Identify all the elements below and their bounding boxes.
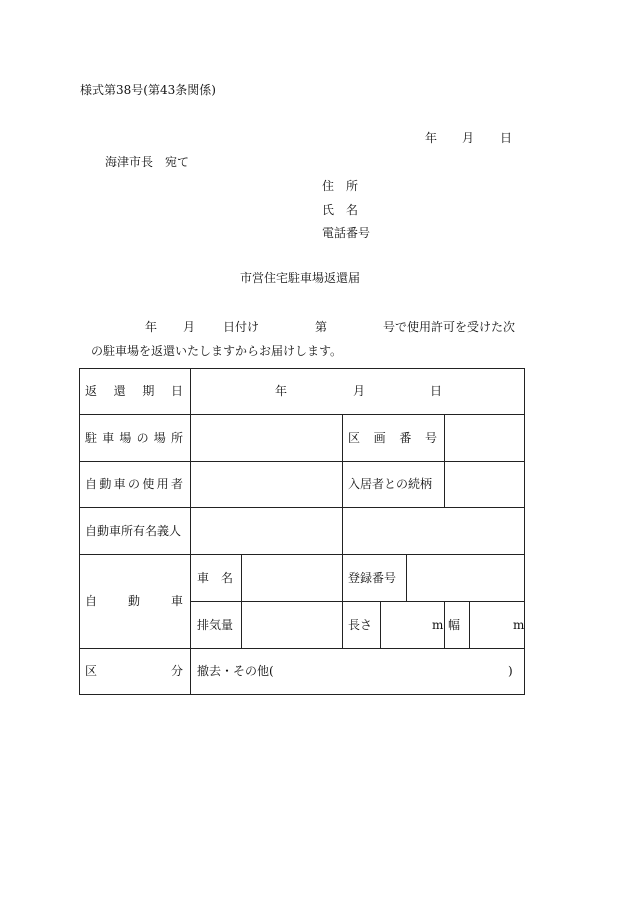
length-label: 長さ [348, 618, 373, 632]
relationship-label: 入居者との続柄 [348, 477, 433, 491]
width-unit: m [513, 618, 525, 632]
date-month-label: 月 [462, 131, 475, 145]
registration-number-label: 登録番号 [348, 571, 397, 585]
car-owner-label: 自動車所有名義人 [85, 524, 182, 538]
addressee: 海津市長 宛て [105, 155, 190, 169]
section-number-label: 区 画 番 号 [348, 431, 437, 445]
body-day-dated: 日付け [223, 320, 260, 334]
applicant-name-label: 氏 名 [322, 203, 359, 217]
category-label: 区 分 [85, 664, 183, 678]
return-form-table [79, 368, 525, 695]
return-date-label: 返 還 期 日 [85, 384, 183, 398]
body-month: 月 [183, 320, 196, 334]
body-number-prefix: 第 [315, 320, 328, 334]
car-name-label: 車 名 [197, 571, 233, 585]
category-value: 撤去・その他( [197, 664, 274, 678]
car-user-label: 自 動 車 の 使 用 者 [85, 477, 183, 491]
applicant-phone-label: 電話番号 [322, 226, 371, 240]
return-day-label: 日 [430, 384, 443, 398]
return-year-label: 年 [275, 384, 288, 398]
applicant-address-label: 住 所 [322, 179, 359, 193]
car-label: 自 動 車 [85, 594, 183, 608]
document-title: 市営住宅駐車場返還届 [240, 271, 361, 285]
return-month-label: 月 [353, 384, 366, 398]
date-day-label: 日 [500, 131, 513, 145]
displacement-label: 排気量 [197, 618, 234, 632]
length-unit: m [432, 618, 444, 632]
parking-location-label: 駐 車 場 の 場 所 [85, 431, 183, 445]
body-line2: の駐車場を返還いたしますからお届けします。 [91, 344, 343, 358]
body-line1-end: 号で使用許可を受けた次 [383, 320, 516, 334]
date-year-label: 年 [425, 131, 438, 145]
form-number: 様式第38号(第43条関係) [80, 83, 216, 97]
width-label: 幅 [448, 618, 461, 632]
category-close: ) [508, 664, 513, 678]
body-year: 年 [145, 320, 158, 334]
